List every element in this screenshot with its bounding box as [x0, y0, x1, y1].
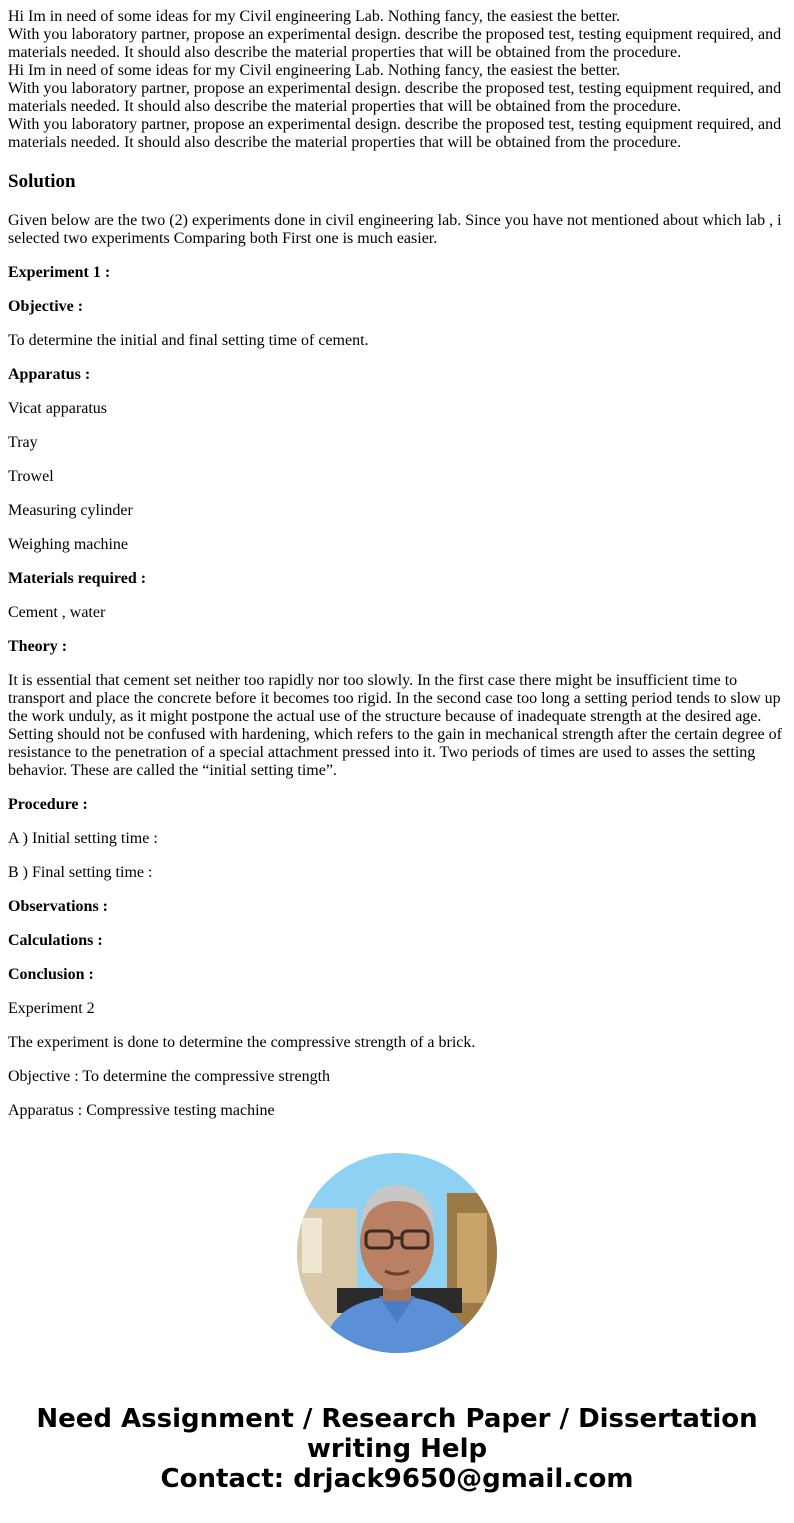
apparatus-heading: Apparatus : — [8, 366, 91, 383]
objective-heading: Objective : — [8, 298, 84, 315]
theory-heading: Theory : — [8, 638, 68, 655]
solution-intro: Given below are the two (2) experiments done in civil engineering lab. Since you have not mentioned about which lab , i selected two experiments Comparing both First one is much easier. — [8, 212, 782, 247]
question-line: With you laboratory partner, propose an experimental design. describe the proposed test, testing equipment required, and materials needed. It should also describe the material properties that will be obtained from the procedure. — [8, 26, 782, 61]
apparatus-item: Tray — [8, 434, 38, 451]
observations-heading: Observations : — [8, 898, 108, 915]
apparatus-item: Measuring cylinder — [8, 502, 133, 519]
experiment-1-heading: Experiment 1 : — [8, 264, 111, 281]
question-line: Hi Im in need of some ideas for my Civil engineering Lab. Nothing fancy, the easiest the better. — [8, 8, 621, 25]
question-line: With you laboratory partner, propose an experimental design. describe the proposed test, testing equipment required, and materials needed. It should also describe the material properties that will be obtained from the procedure. — [8, 116, 782, 151]
footer-line: Need Assignment / Research Paper / Dissertation — [36, 1404, 758, 1434]
author-portrait — [297, 1153, 497, 1353]
document-body — [8, 8, 786, 1136]
portrait-face — [360, 1196, 434, 1290]
materials-heading: Materials required : — [8, 570, 147, 587]
materials-text: Cement , water — [8, 604, 106, 621]
theory-text: It is essential that cement set neither too rapidly nor too slowly. In the first case there might be insufficient time to transport and place the concrete before it becomes too rigid. In the second case too long a setting period tends to slow up the work unduly, as it might postpone the actual use of the structure because of inadequate strength at the desired age. Setting should not be confused with hardening, which refers to the gain in mechanical strength after the certain degree of resistance to the penetration of a special attachment pressed into it. Two periods of times are used to asses the setting behavior. These are called the “initial setting time”. — [8, 672, 782, 779]
footer-line: writing Help — [306, 1434, 488, 1464]
apparatus-item: Weighing machine — [8, 536, 129, 553]
portrait-switchboard — [302, 1218, 322, 1273]
procedure-step-a: A ) Initial setting time : — [8, 830, 158, 847]
procedure-heading: Procedure : — [8, 796, 88, 813]
apparatus-item: Trowel — [8, 468, 54, 485]
question-block — [8, 8, 786, 152]
experiment-2-apparatus: Apparatus : Compressive testing machine — [8, 1102, 275, 1119]
experiment-2-heading: Experiment 2 — [8, 1000, 95, 1017]
experiment-2-objective: Objective : To determine the compressive strength — [8, 1068, 331, 1085]
calculations-heading: Calculations : — [8, 932, 103, 949]
procedure-step-b: B ) Final setting time : — [8, 864, 153, 881]
question-line: Hi Im in need of some ideas for my Civil engineering Lab. Nothing fancy, the easiest the better. — [8, 62, 621, 79]
experiment-2-intro: The experiment is done to determine the compressive strength of a brick. — [8, 1034, 476, 1051]
solution-heading: Solution — [8, 171, 76, 192]
portrait-image — [297, 1153, 497, 1353]
objective-text: To determine the initial and final setting time of cement. — [8, 332, 369, 349]
footer-banner — [0, 1404, 794, 1494]
apparatus-item: Vicat apparatus — [8, 400, 107, 417]
question-line: With you laboratory partner, propose an experimental design. describe the proposed test, testing equipment required, and materials needed. It should also describe the material properties that will be obtained from the procedure. — [8, 80, 782, 115]
conclusion-heading: Conclusion : — [8, 966, 94, 983]
footer-contact: Contact: drjack9650@gmail.com — [160, 1464, 634, 1494]
